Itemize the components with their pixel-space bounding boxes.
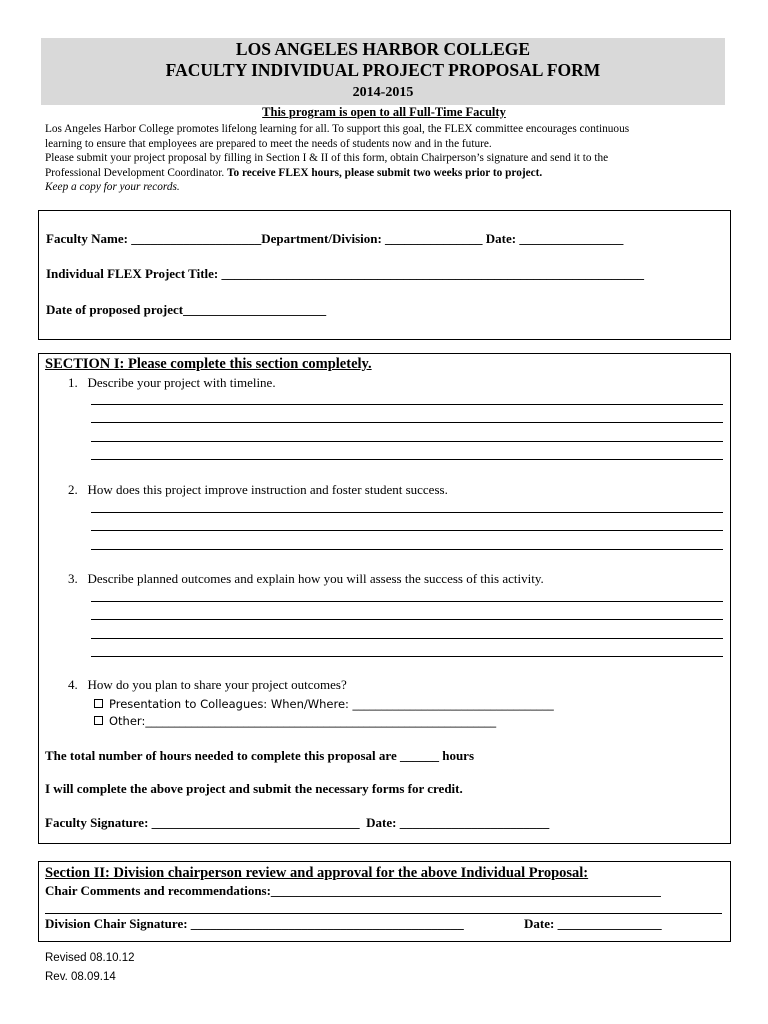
answer-line[interactable] xyxy=(91,441,723,442)
question-4: 4. How do you plan to share your project outcomes? xyxy=(68,677,347,692)
eligibility-note: This program is open to all Full-Time Faculty xyxy=(262,105,506,119)
project-title-field[interactable]: Individual FLEX Project Title: _________________________________________________________________ xyxy=(46,266,645,281)
answer-line[interactable] xyxy=(91,619,723,620)
option-other-label: Other:_____________________________________________________________ xyxy=(109,714,497,728)
form-title: FACULTY INDIVIDUAL PROJECT PROPOSAL FORM xyxy=(165,60,601,80)
revision-date: Rev. 08.09.14 xyxy=(45,971,116,983)
intro-deadline-note: To receive FLEX hours, please submit two weeks prior to project. xyxy=(226,166,543,179)
option-other[interactable] xyxy=(94,714,496,728)
answer-line[interactable] xyxy=(91,404,723,405)
proposed-date-field[interactable]: Date of proposed project______________________ xyxy=(46,302,327,317)
checkbox-icon[interactable] xyxy=(94,699,103,708)
question-2: 2. How does this project improve instruction and foster student success. xyxy=(68,482,448,497)
option-presentation[interactable] xyxy=(94,697,554,711)
intro-line: Please submit your project proposal by filling in Section I & II of this form, obtain Chairperson’s signature and send it to the xyxy=(45,152,609,164)
form-header xyxy=(41,38,725,105)
checkbox-icon[interactable] xyxy=(94,716,103,725)
intro-line: Los Angeles Harbor College promotes lifelong learning for all. To support this goal, the FLEX committee encourages continuous xyxy=(45,123,630,135)
answer-line[interactable] xyxy=(91,422,723,423)
answer-line[interactable] xyxy=(91,656,723,657)
intro-keep-copy: Keep a copy for your records. xyxy=(45,181,180,193)
answer-line[interactable] xyxy=(91,638,723,639)
section-1-title: SECTION I: Please complete this section completely. xyxy=(45,356,372,372)
comment-line[interactable] xyxy=(45,913,722,914)
section-1-box xyxy=(38,353,731,844)
hours-field[interactable]: The total number of hours needed to complete this proposal are ______ hours xyxy=(45,748,475,763)
question-1: 1. Describe your project with timeline. xyxy=(68,375,276,390)
answer-line[interactable] xyxy=(91,459,723,460)
intro-text-normal: Professional Development Coordinator. xyxy=(45,166,227,179)
faculty-name-field[interactable]: Faculty Name: ____________________Department/Division: _______________ Date: ________________ xyxy=(46,231,624,246)
revised-date: Revised 08.10.12 xyxy=(45,952,135,964)
chair-signature-field[interactable]: Division Chair Signature: __________________________________________ xyxy=(45,916,464,931)
option-presentation-label: Presentation to Colleagues: When/Where: ___________________________________ xyxy=(109,697,554,711)
answer-line[interactable] xyxy=(91,549,723,550)
intro-line xyxy=(45,166,735,181)
intro-line: learning to ensure that employees are prepared to meet the needs of students now and in the future. xyxy=(45,137,492,150)
intro-text xyxy=(45,122,735,195)
answer-line[interactable] xyxy=(91,601,723,602)
commitment-statement: I will complete the above project and submit the necessary forms for credit. xyxy=(45,781,463,796)
question-3: 3. Describe planned outcomes and explain how you will assess the success of this activity. xyxy=(68,571,544,586)
college-name: LOS ANGELES HARBOR COLLEGE xyxy=(235,39,531,59)
chair-date-field[interactable]: Date: ________________ xyxy=(524,916,662,931)
section-2-title: Section II: Division chairperson review and approval for the above Individual Proposal: xyxy=(45,865,589,881)
answer-line[interactable] xyxy=(91,530,723,531)
answer-line[interactable] xyxy=(91,512,723,513)
faculty-signature-field[interactable]: Faculty Signature: ________________________________ Date: _______________________ xyxy=(45,815,550,830)
academic-year: 2014-2015 xyxy=(352,85,414,100)
chair-comments-field[interactable]: Chair Comments and recommendations:____________________________________________________________ xyxy=(45,883,661,898)
